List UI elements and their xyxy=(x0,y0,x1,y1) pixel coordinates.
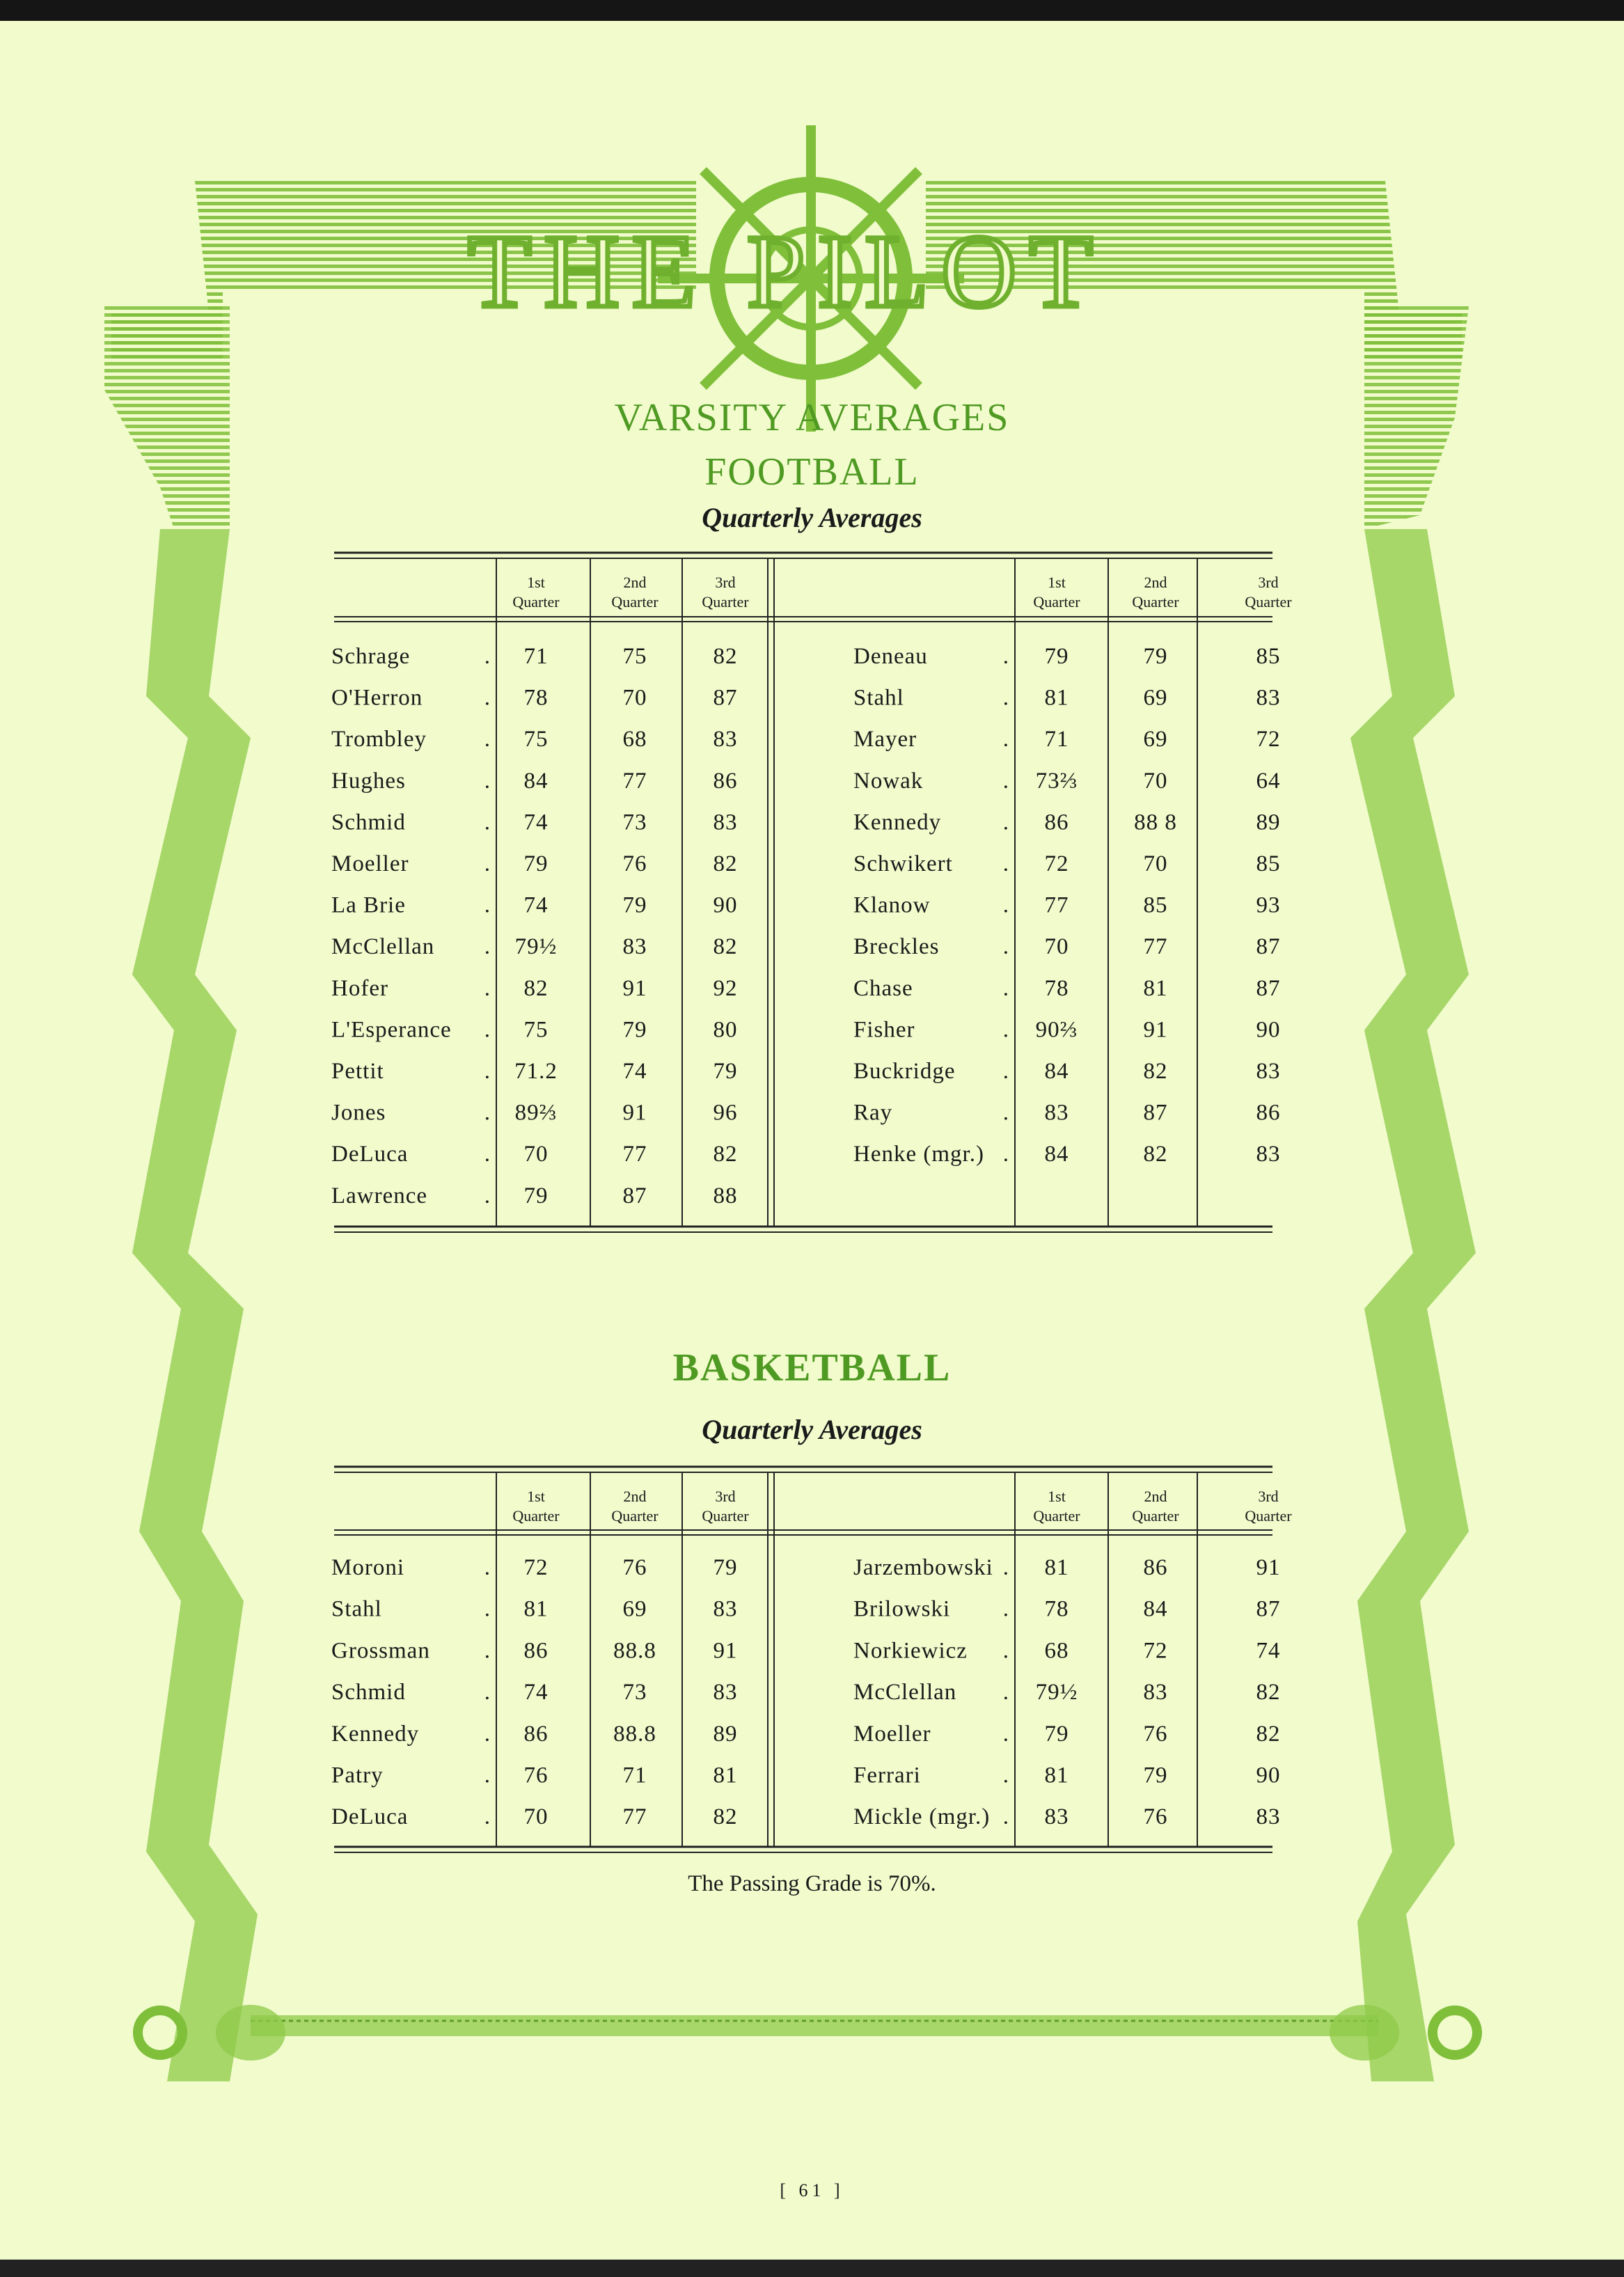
score-cell: 87 xyxy=(622,1183,647,1208)
player-name: Moeller xyxy=(853,1721,931,1747)
player-name: Schrage xyxy=(331,644,411,669)
score-cell: 74 xyxy=(523,810,549,835)
score-cell: 72 xyxy=(523,1555,549,1580)
score-cell: 82 xyxy=(713,1804,738,1830)
player-name: Schmid xyxy=(331,810,406,835)
score-cell: 82 xyxy=(523,975,549,1001)
score-cell: 81 xyxy=(1044,685,1069,711)
leader-dots: . xyxy=(484,1555,491,1580)
score-cell: 91 xyxy=(1256,1555,1281,1580)
score-cell: 70 xyxy=(523,1804,549,1830)
score-cell: 79 xyxy=(713,1059,738,1084)
player-name: Fisher xyxy=(853,1017,915,1043)
score-cell: 88 8 xyxy=(1134,810,1177,835)
score-cell: 69 xyxy=(622,1596,647,1622)
player-name: Mickle (mgr.) xyxy=(853,1804,991,1830)
player-name: Lawrence xyxy=(331,1183,428,1208)
leader-dots: . xyxy=(484,810,491,835)
score-cell: 78 xyxy=(523,685,549,711)
column-header: Quarter xyxy=(1033,1507,1080,1524)
score-cell: 82 xyxy=(713,1142,738,1167)
leader-dots: . xyxy=(1002,1680,1009,1705)
column-header: Quarter xyxy=(1132,593,1179,610)
score-cell: 87 xyxy=(1256,1596,1281,1622)
player-name: Schmid xyxy=(331,1680,406,1705)
score-cell: 79 xyxy=(1143,1763,1168,1788)
column-header: 2nd xyxy=(623,574,647,591)
player-name: Breckles xyxy=(853,934,940,960)
leader-dots: . xyxy=(1002,644,1009,669)
score-cell: 80 xyxy=(713,1017,738,1043)
score-cell: 70 xyxy=(622,685,647,711)
score-cell: 87 xyxy=(713,685,738,711)
leader-dots: . xyxy=(1002,1763,1009,1788)
score-cell: 79 xyxy=(523,851,549,876)
score-cell: 76 xyxy=(1143,1721,1168,1747)
score-cell: 71 xyxy=(622,1763,647,1788)
leader-dots: . xyxy=(1002,892,1009,918)
football-subheading: Quarterly Averages xyxy=(702,502,922,533)
score-cell: 79 xyxy=(523,1183,549,1208)
passing-grade-note: The Passing Grade is 70%. xyxy=(688,1871,936,1896)
player-name: Ray xyxy=(853,1100,893,1126)
score-cell: 88 xyxy=(713,1183,738,1208)
leader-dots: . xyxy=(1002,1721,1009,1747)
column-header: Quarter xyxy=(1245,593,1292,610)
score-cell: 81 xyxy=(713,1763,738,1788)
score-cell: 83 xyxy=(1044,1804,1069,1830)
column-header: Quarter xyxy=(1132,1507,1179,1524)
score-cell: 78 xyxy=(1044,975,1069,1001)
leader-dots: . xyxy=(484,1017,491,1043)
score-cell: 82 xyxy=(1143,1059,1168,1084)
score-cell: 77 xyxy=(622,1142,647,1167)
leader-dots: . xyxy=(1002,1059,1009,1084)
column-header: 3rd xyxy=(715,1488,736,1505)
player-name: L'Esperance xyxy=(331,1017,452,1043)
score-cell: 83 xyxy=(1256,1142,1281,1167)
score-cell: 91 xyxy=(713,1638,738,1664)
score-cell: 91 xyxy=(1143,1017,1168,1043)
leader-dots: . xyxy=(484,1100,491,1126)
column-header: 3rd xyxy=(1258,574,1279,591)
score-cell: 74 xyxy=(1256,1638,1281,1664)
page-number: [ 61 ] xyxy=(780,2180,844,2200)
score-cell: 73 xyxy=(622,1680,647,1705)
player-name: Hughes xyxy=(331,768,406,794)
player-name: Norkiewicz xyxy=(853,1638,968,1664)
player-name: DeLuca xyxy=(331,1142,409,1167)
leader-dots: . xyxy=(484,934,491,960)
score-cell: 72 xyxy=(1256,727,1281,753)
column-header: 1st xyxy=(527,1488,545,1505)
leader-dots: . xyxy=(484,1721,491,1747)
leader-dots: . xyxy=(1002,1555,1009,1580)
score-cell: 79 xyxy=(622,892,647,918)
column-header: 2nd xyxy=(1144,574,1167,591)
leader-dots: . xyxy=(1002,685,1009,711)
column-header: Quarter xyxy=(611,1507,659,1524)
score-cell: 88.8 xyxy=(613,1638,656,1664)
leader-dots: . xyxy=(1002,1142,1009,1167)
leader-dots: . xyxy=(1002,1804,1009,1830)
score-cell: 69 xyxy=(1143,685,1168,711)
column-header: Quarter xyxy=(702,593,749,610)
column-header: 1st xyxy=(1048,1488,1066,1505)
score-cell: 71.2 xyxy=(514,1059,558,1084)
player-name: Kennedy xyxy=(853,810,942,835)
score-cell: 90 xyxy=(1256,1763,1281,1788)
leader-dots: . xyxy=(484,851,491,876)
leader-dots: . xyxy=(1002,851,1009,876)
score-cell: 88.8 xyxy=(613,1721,656,1747)
column-header: 1st xyxy=(527,574,545,591)
column-header: 2nd xyxy=(623,1488,647,1505)
score-cell: 85 xyxy=(1256,851,1281,876)
basketball-subheading: Quarterly Averages xyxy=(702,1414,922,1445)
score-cell: 82 xyxy=(713,934,738,960)
column-header: Quarter xyxy=(1245,1507,1292,1524)
score-cell: 83 xyxy=(713,727,738,753)
player-name: Henke (mgr.) xyxy=(853,1142,984,1167)
score-cell: 74 xyxy=(523,892,549,918)
score-cell: 69 xyxy=(1143,727,1168,753)
score-cell: 92 xyxy=(713,975,738,1001)
score-cell: 87 xyxy=(1256,975,1281,1001)
column-header: 2nd xyxy=(1144,1488,1167,1505)
score-cell: 74 xyxy=(622,1059,647,1084)
score-cell: 89 xyxy=(713,1721,738,1747)
player-name: Stahl xyxy=(853,685,904,711)
player-name: Deneau xyxy=(853,644,928,669)
score-cell: 70 xyxy=(1143,768,1168,794)
column-header: Quarter xyxy=(1033,593,1080,610)
leader-dots: . xyxy=(484,1804,491,1830)
score-cell: 82 xyxy=(1143,1142,1168,1167)
score-cell: 79 xyxy=(1044,1721,1069,1747)
score-cell: 79 xyxy=(622,1017,647,1043)
score-cell: 81 xyxy=(1143,975,1168,1001)
score-cell: 71 xyxy=(1044,727,1069,753)
score-cell: 76 xyxy=(523,1763,549,1788)
player-name: Nowak xyxy=(853,768,924,794)
score-cell: 82 xyxy=(713,644,738,669)
player-name: Schwikert xyxy=(853,851,953,876)
score-cell: 83 xyxy=(1256,1059,1281,1084)
score-cell: 90 xyxy=(713,892,738,918)
leader-dots: . xyxy=(484,1638,491,1664)
player-name: La Brie xyxy=(331,892,406,918)
varsity-averages-heading: VARSITY AVERAGES xyxy=(614,396,1010,439)
score-cell: 83 xyxy=(713,1680,738,1705)
score-cell: 86 xyxy=(1143,1555,1168,1580)
leader-dots: . xyxy=(484,1596,491,1622)
score-cell: 79 xyxy=(1044,644,1069,669)
score-cell: 84 xyxy=(1143,1596,1168,1622)
player-name: Ferrari xyxy=(853,1763,921,1788)
score-cell: 84 xyxy=(1044,1142,1069,1167)
leader-dots: . xyxy=(484,1763,491,1788)
score-cell: 76 xyxy=(622,1555,647,1580)
player-name: Brilowski xyxy=(853,1596,951,1622)
leader-dots: . xyxy=(1002,975,1009,1001)
score-cell: 83 xyxy=(1143,1680,1168,1705)
score-cell: 79½ xyxy=(1035,1680,1078,1705)
player-name: DeLuca xyxy=(331,1804,409,1830)
score-cell: 96 xyxy=(713,1100,738,1126)
scan-bottom-edge xyxy=(0,2260,1624,2277)
score-cell: 83 xyxy=(1256,685,1281,711)
player-name: Chase xyxy=(853,975,913,1001)
score-cell: 89 xyxy=(1256,810,1281,835)
player-name: Klanow xyxy=(853,892,931,918)
score-cell: 74 xyxy=(523,1680,549,1705)
leader-dots: . xyxy=(484,892,491,918)
leader-dots: . xyxy=(484,1142,491,1167)
score-cell: 70 xyxy=(523,1142,549,1167)
leader-dots: . xyxy=(1002,1017,1009,1043)
score-cell: 82 xyxy=(1256,1680,1281,1705)
score-cell: 77 xyxy=(1143,934,1168,960)
score-cell: 82 xyxy=(1256,1721,1281,1747)
player-name: Trombley xyxy=(331,727,427,753)
leader-dots: . xyxy=(1002,810,1009,835)
score-cell: 90 xyxy=(1256,1017,1281,1043)
player-name: Moeller xyxy=(331,851,409,876)
score-cell: 75 xyxy=(622,644,647,669)
leader-dots: . xyxy=(484,1680,491,1705)
score-cell: 83 xyxy=(1256,1804,1281,1830)
score-cell: 81 xyxy=(1044,1763,1069,1788)
masthead-title: THE PILOT xyxy=(467,214,1106,329)
leader-dots: . xyxy=(1002,934,1009,960)
player-name: Patry xyxy=(331,1763,384,1788)
leader-dots: . xyxy=(484,727,491,753)
score-cell: 83 xyxy=(713,810,738,835)
score-cell: 75 xyxy=(523,1017,549,1043)
score-cell: 64 xyxy=(1256,768,1281,794)
column-header: Quarter xyxy=(611,593,659,610)
leader-dots: . xyxy=(1002,1596,1009,1622)
column-header: Quarter xyxy=(512,1507,560,1524)
score-cell: 81 xyxy=(523,1596,549,1622)
score-cell: 77 xyxy=(622,768,647,794)
column-header: 3rd xyxy=(1258,1488,1279,1505)
score-cell: 77 xyxy=(622,1804,647,1830)
leader-dots: . xyxy=(484,975,491,1001)
player-name: Buckridge xyxy=(853,1059,956,1084)
score-cell: 73⅔ xyxy=(1035,768,1078,794)
leader-dots: . xyxy=(484,644,491,669)
score-cell: 87 xyxy=(1143,1100,1168,1126)
score-cell: 86 xyxy=(1044,810,1069,835)
player-name: Hofer xyxy=(331,975,388,1001)
score-cell: 91 xyxy=(622,1100,647,1126)
column-header: 3rd xyxy=(715,574,736,591)
leader-dots: . xyxy=(1002,768,1009,794)
player-name: Jarzembowski xyxy=(853,1555,993,1580)
score-cell: 70 xyxy=(1044,934,1069,960)
score-cell: 70 xyxy=(1143,851,1168,876)
score-cell: 86 xyxy=(1256,1100,1281,1126)
leader-dots: . xyxy=(1002,1638,1009,1664)
score-cell: 82 xyxy=(713,851,738,876)
score-cell: 86 xyxy=(523,1638,549,1664)
score-cell: 76 xyxy=(1143,1804,1168,1830)
score-cell: 77 xyxy=(1044,892,1069,918)
player-name: Stahl xyxy=(331,1596,382,1622)
score-cell: 93 xyxy=(1256,892,1281,918)
score-cell: 86 xyxy=(523,1721,549,1747)
score-cell: 73 xyxy=(622,810,647,835)
basketball-heading: BASKETBALL xyxy=(672,1346,952,1389)
player-name: Pettit xyxy=(331,1059,384,1084)
score-cell: 78 xyxy=(1044,1596,1069,1622)
score-cell: 72 xyxy=(1143,1638,1168,1664)
leader-dots: . xyxy=(484,768,491,794)
score-cell: 68 xyxy=(1044,1638,1069,1664)
score-cell: 75 xyxy=(523,727,549,753)
column-header: Quarter xyxy=(702,1507,749,1524)
column-header: Quarter xyxy=(512,593,560,610)
score-cell: 87 xyxy=(1256,934,1281,960)
leader-dots: . xyxy=(1002,727,1009,753)
score-cell: 72 xyxy=(1044,851,1069,876)
score-cell: 79 xyxy=(713,1555,738,1580)
player-name: Grossman xyxy=(331,1638,430,1664)
football-heading: FOOTBALL xyxy=(704,450,920,494)
score-cell: 84 xyxy=(523,768,549,794)
player-name: McClellan xyxy=(331,934,435,960)
score-cell: 81 xyxy=(1044,1555,1069,1580)
player-name: Jones xyxy=(331,1100,386,1126)
score-cell: 79 xyxy=(1143,644,1168,669)
score-cell: 76 xyxy=(622,851,647,876)
score-cell: 90⅔ xyxy=(1035,1017,1078,1043)
leader-dots: . xyxy=(484,1183,491,1208)
score-cell: 86 xyxy=(713,768,738,794)
score-cell: 83 xyxy=(713,1596,738,1622)
player-name: McClellan xyxy=(853,1680,957,1705)
leader-dots: . xyxy=(1002,1100,1009,1126)
column-header: 1st xyxy=(1048,574,1066,591)
player-name: Kennedy xyxy=(331,1721,420,1747)
score-cell: 68 xyxy=(622,727,647,753)
score-cell: 91 xyxy=(622,975,647,1001)
score-cell: 85 xyxy=(1256,644,1281,669)
score-cell: 83 xyxy=(622,934,647,960)
leader-dots: . xyxy=(484,685,491,711)
player-name: Moroni xyxy=(331,1555,404,1580)
score-cell: 71 xyxy=(523,644,549,669)
player-name: O'Herron xyxy=(331,685,423,711)
score-cell: 79½ xyxy=(514,934,558,960)
player-name: Mayer xyxy=(853,727,917,753)
score-cell: 84 xyxy=(1044,1059,1069,1084)
score-cell: 85 xyxy=(1143,892,1168,918)
score-cell: 83 xyxy=(1044,1100,1069,1126)
leader-dots: . xyxy=(484,1059,491,1084)
score-cell: 89⅔ xyxy=(514,1100,558,1126)
